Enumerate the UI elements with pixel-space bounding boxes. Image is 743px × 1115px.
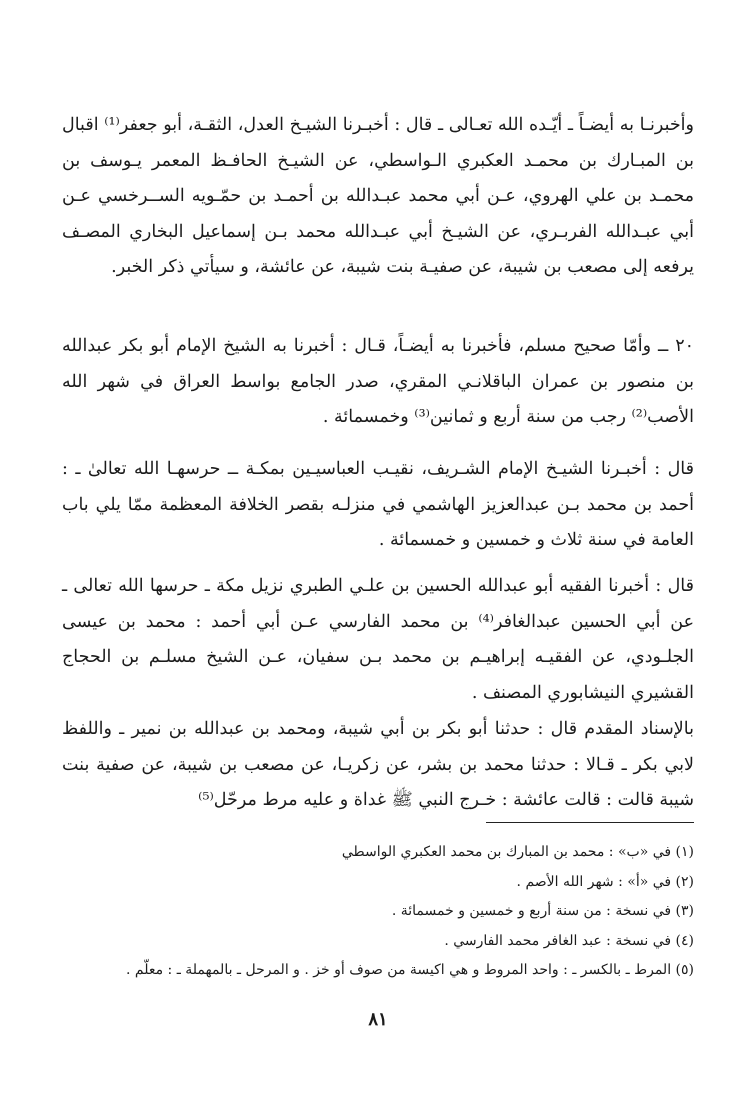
- body-paragraph-2: ٢٠ ــ وأمّا صحيح مسلم، فأخبرنا به أيضـاً، قـال : أخبرنا به الشيخ الإمام أبو بكر عبدالله بن منصور بن عمران الباقلانـي المقري، صدر الجامع بواسط العراق في شهر الله الأصب⁽²⁾ رجب من سنة أربع و ثمانين⁽³⁾ وخمسمائة .: [62, 336, 694, 427]
- page-number: ٨١: [368, 1009, 388, 1030]
- body-paragraph-3: قال : أخبـرنا الشيـخ الإمام الشـريف، نقيـب العباسيـين بمكـة ــ حرسهـا الله تعالىٰ ـ : أحمد بن محمد بـن عبدالعزيز الهاشمي في منزلـه بقصر الخلافة المعظمة ممّا يلي باب العامة في سنة ثلاث و خمسين و خمسمائة .: [62, 459, 694, 550]
- footnotes-list: [62, 838, 694, 986]
- footnote-5: (٥) المرط ـ بالكسر ـ : واحد المروط و هي اكيسة من صوف أو خز . و المرحل ـ بالمهملة ـ : معلّم .: [126, 962, 694, 978]
- body-paragraph-5: بالإسناد المقدم قال : حدثنا أبو بكر بن أبي شيبة، ومحمد بن عبدالله بن نمير ـ واللفظ لابي بكر ـ قـالا : حدثنا محمد بن بشر، عن زكريـا، عن مصعب بن شيبة، عن صفية بنت شيبة قالت : قالت عائشة : خـرج النبي ﷺ غداة و عليه مرط مرحّل⁽⁵⁾: [62, 719, 694, 810]
- footnote-4: (٤) في نسخة : عبد الغافر محمد الفارسي .: [444, 932, 694, 949]
- body-paragraph-4: قال : أخبرنا الفقيه أبو عبدالله الحسين بن علـي الطبري نزيل مكة ـ حرسها الله تعالى ـ عن أبي الحسين عبدالغافر⁽⁴⁾ بن محمد الفارسي عـن أبي أحمد : محمد بن عيسى الجلـودي، عن الفقيـه إبراهيـم بن محمد بـن سفيان، عـن الشيخ مسلـم بن الحجاج القشيري النيشابوري المصنف .: [62, 576, 695, 703]
- footnote-divider: [486, 822, 694, 823]
- body-paragraph-1: وأخبرنـا به أيضـاً ـ أيّـده الله تعـالى ـ قال : أخبـرنا الشيـخ العدل، الثقـة، أبو جعفر⁽¹⁾ اقبال بن المبـارك بن محمـد العكبري الـواسطي، عن الشيـخ الحافـظ المعمر يـوسف بن محمـد بن علي الهروي، عـن أبي محمد عبـدالله بن أحمـد بن حمّـويه الســرخسي عـن أبي عبـدالله الفربـري، عن الشيـخ أبي عبـدالله محمد بـن إسماعيل البخاري المصـف يرفعه إلى مصعب بن شيبة، عن صفيـة بنت شيبة، عن عائشة، و سيأتي ذكر الخبر.: [62, 115, 694, 277]
- footnote-1: (١) في «ب» : محمد بن المبارك بن محمد العكبري الواسطي: [341, 844, 694, 860]
- footnote-3: (٣) في نسخة : من سنة أربع و خمسين و خمسمائة .: [391, 903, 694, 919]
- footnote-2: (٢) في «أ» : شهر الله الأصم .: [516, 873, 694, 890]
